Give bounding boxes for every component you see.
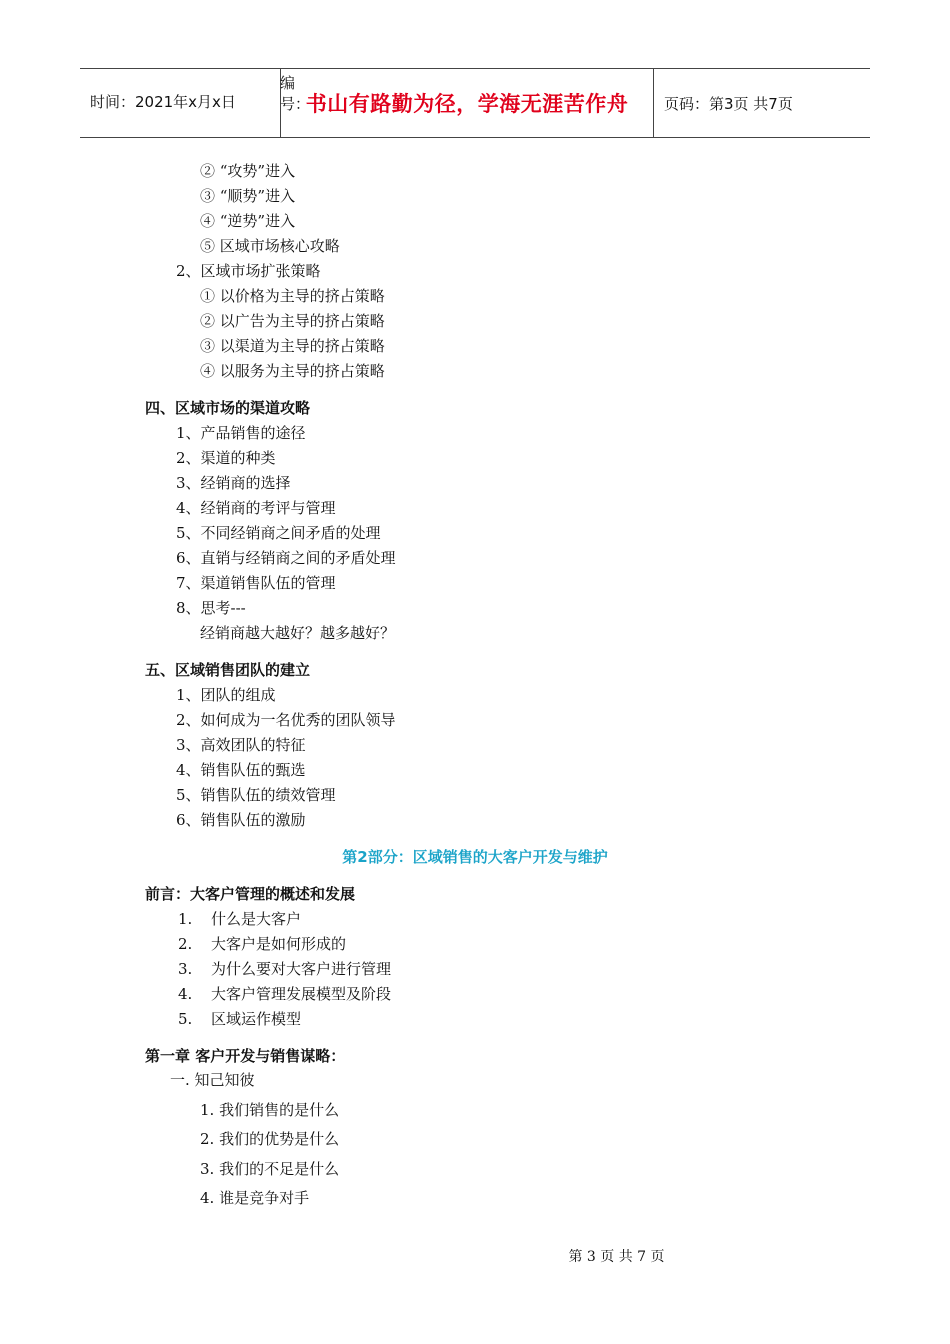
page-header <box>80 68 870 138</box>
list-item: 1、产品销售的途径 <box>176 424 306 442</box>
list-item: ④ “逆势”进入 <box>200 212 296 230</box>
list-text: 大客户是如何形成的 <box>211 935 347 953</box>
list-item: ② 以广告为主导的挤占策略 <box>200 312 385 330</box>
list-text: 为什么要对大客户进行管理 <box>211 960 392 978</box>
list-item: 4、经销商的考评与管理 <box>176 499 336 517</box>
header-left-cell <box>80 69 311 137</box>
note-text: 经销商越大越好？越多越好？ <box>200 624 396 642</box>
list-item: 3. 我们的不足是什么 <box>200 1160 340 1178</box>
list-item: 1. 我们销售的是什么 <box>200 1101 340 1119</box>
list-item: 5、不同经销商之间矛盾的处理 <box>176 524 381 542</box>
list-item: 2、如何成为一名优秀的团队领导 <box>176 711 396 729</box>
list-item: ③ 以渠道为主导的挤占策略 <box>200 337 385 355</box>
section-heading: 五、区域销售团队的建立 <box>145 661 311 679</box>
list-item: 3、经销商的选择 <box>176 474 291 492</box>
list-item: 5、销售队伍的绩效管理 <box>176 786 336 804</box>
number-label: 编号： <box>280 74 311 113</box>
list-item: ④ 以服务为主导的挤占策略 <box>200 362 385 380</box>
subsection-title: 2、区域市场扩张策略 <box>176 262 321 280</box>
section-heading: 四、区域市场的渠道攻略 <box>145 399 311 417</box>
list-item <box>178 934 346 954</box>
header-page-cell <box>654 69 870 137</box>
list-item: 4、销售队伍的甄选 <box>176 761 306 779</box>
list-item: 2、渠道的种类 <box>176 449 276 467</box>
list-number: 2. <box>178 935 193 953</box>
list-item: 1、团队的组成 <box>176 686 276 704</box>
motto-text: 书山有路勤为径，学海无涯苦作舟 <box>305 92 629 116</box>
list-number: 5. <box>178 1010 193 1028</box>
list-item: 4. 谁是竞争对手 <box>200 1189 310 1207</box>
list-text: 什么是大客户 <box>211 910 302 928</box>
list-item <box>178 909 301 929</box>
list-item: 7、渠道销售队伍的管理 <box>176 574 336 592</box>
time-label: 时间：2021年x月x日 <box>90 93 236 111</box>
list-item: 6、销售队伍的激励 <box>176 811 306 829</box>
part-title: 第2部分：区域销售的大客户开发与维护 <box>342 848 608 866</box>
subsection-title: 一. 知己知彼 <box>170 1071 255 1089</box>
section-heading: 前言：大客户管理的概述和发展 <box>145 885 356 903</box>
list-item: ③ “顺势”进入 <box>200 187 296 205</box>
list-text: 区域运作模型 <box>211 1010 302 1028</box>
list-item: ② “攻势”进入 <box>200 162 296 180</box>
list-text: 大客户管理发展模型及阶段 <box>211 985 392 1003</box>
header-motto-cell <box>281 69 654 137</box>
list-item <box>178 959 391 979</box>
list-item: ① 以价格为主导的挤占策略 <box>200 287 385 305</box>
list-item: 8、思考--- <box>176 599 246 617</box>
section-heading: 第一章 客户开发与销售谋略： <box>145 1047 346 1065</box>
list-item <box>178 1009 301 1029</box>
list-item: 6、直销与经销商之间的矛盾处理 <box>176 549 396 567</box>
list-item: 2. 我们的优势是什么 <box>200 1130 340 1148</box>
page-footer: 第 3 页 共 7 页 <box>568 1249 665 1265</box>
list-number: 1. <box>178 910 193 928</box>
list-number: 4. <box>178 985 193 1003</box>
list-item: 3、高效团队的特征 <box>176 736 306 754</box>
list-number: 3. <box>178 960 193 978</box>
page-info: 页码：第3页 共7页 <box>664 94 793 113</box>
list-item: ⑤ 区域市场核心攻略 <box>200 237 340 255</box>
list-item <box>178 984 391 1004</box>
